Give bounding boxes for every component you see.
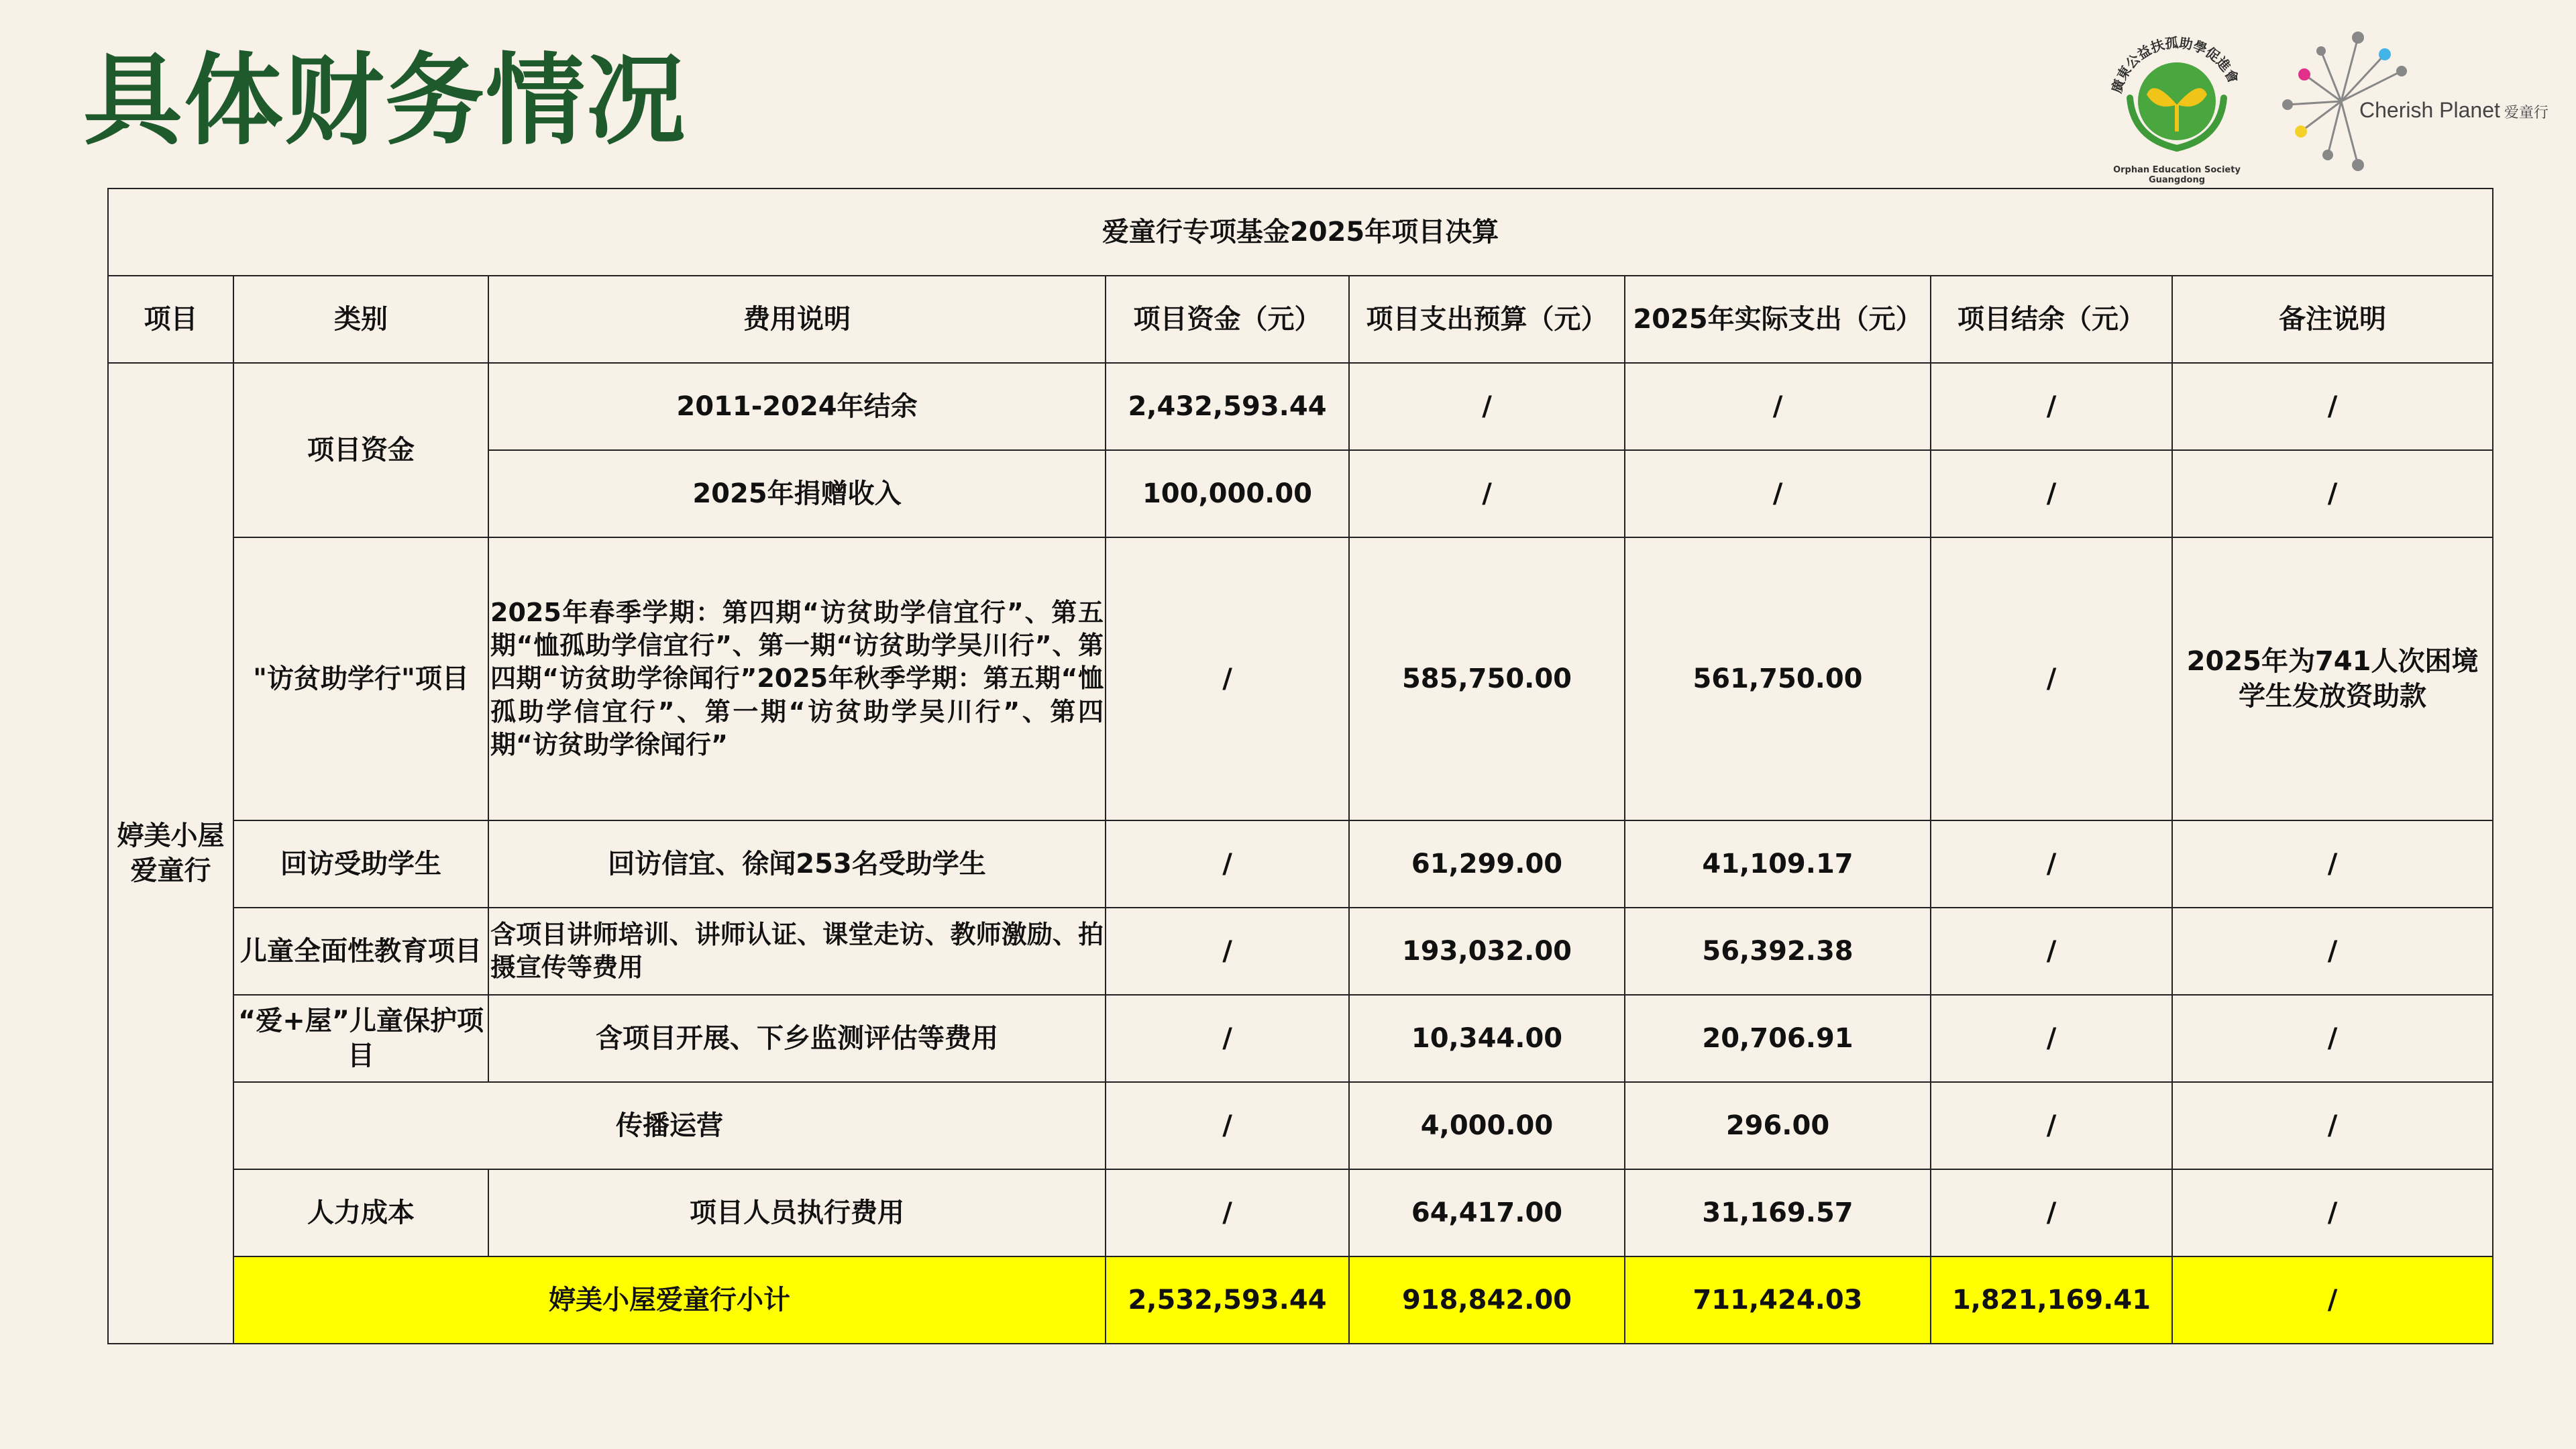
- header-cell: 类别: [233, 276, 488, 363]
- society-logo: [2100, 24, 2254, 185]
- category-cell: “爱+屋”儿童保护项目: [233, 995, 488, 1082]
- balance-cell: /: [1931, 1082, 2172, 1169]
- table-row: [108, 1169, 2493, 1256]
- balance-cell: /: [1931, 1169, 2172, 1256]
- category-cell: 回访受助学生: [233, 820, 488, 908]
- header-cell: 项目: [108, 276, 233, 363]
- table-row: [108, 1082, 2493, 1169]
- desc-cell: 2025年春季学期：第四期“访贫助学信宜行”、第五期“恤孤助学信宜行”、第一期“访贫助学吴川行”、第四期“访贫助学徐闻行”2025年秋季学期：第五期“恤孤助学信宜行”、第一期“访贫助学吴川行”、第四期“访贫助学徐闻行”: [488, 537, 1106, 820]
- subtotal-balance: 1,821,169.41: [1931, 1256, 2172, 1344]
- subtotal-label: 婷美小屋爱童行小计: [233, 1256, 1106, 1344]
- actual-cell: /: [1625, 363, 1931, 450]
- project-name-cell: 婷美小屋爱童行: [108, 363, 233, 1344]
- budget-table: [107, 188, 2493, 1344]
- fund-cell: /: [1106, 537, 1349, 820]
- table-row: [108, 363, 2493, 450]
- cherish-name: Cherish Planet: [2359, 98, 2500, 122]
- cherish-planet-logo: [2277, 24, 2573, 178]
- category-cell: 项目资金: [233, 363, 488, 537]
- note-cell: /: [2172, 995, 2493, 1082]
- category-cell: 儿童全面性教育项目: [233, 908, 488, 995]
- budget-cell: 10,344.00: [1349, 995, 1625, 1082]
- society-emblem-icon: [2100, 24, 2254, 158]
- budget-cell: /: [1349, 363, 1625, 450]
- actual-cell: 31,169.57: [1625, 1169, 1931, 1256]
- actual-cell: /: [1625, 450, 1931, 537]
- table-row: [108, 537, 2493, 820]
- header-cell: 项目资金（元）: [1106, 276, 1349, 363]
- note-cell: /: [2172, 908, 2493, 995]
- balance-cell: /: [1931, 363, 2172, 450]
- actual-cell: 56,392.38: [1625, 908, 1931, 995]
- fund-cell: 2,432,593.44: [1106, 363, 1349, 450]
- subtotal-row: [108, 1256, 2493, 1344]
- cherish-name-cn: 爱童行: [2504, 104, 2548, 121]
- note-cell: /: [2172, 1082, 2493, 1169]
- merged-category-cell: 传播运营: [233, 1082, 1106, 1169]
- actual-cell: 20,706.91: [1625, 995, 1931, 1082]
- balance-cell: /: [1931, 995, 2172, 1082]
- actual-cell: 296.00: [1625, 1082, 1931, 1169]
- note-cell: /: [2172, 450, 2493, 537]
- budget-cell: 64,417.00: [1349, 1169, 1625, 1256]
- fund-cell: /: [1106, 1169, 1349, 1256]
- header-cell: 2025年实际支出（元）: [1625, 276, 1931, 363]
- budget-cell: 585,750.00: [1349, 537, 1625, 820]
- subtotal-fund: 2,532,593.44: [1106, 1256, 1349, 1344]
- header-cell: 费用说明: [488, 276, 1106, 363]
- category-cell: 人力成本: [233, 1169, 488, 1256]
- svg-text:廣東公益扶孤助學促進會: 廣東公益扶孤助學促進會: [2108, 34, 2242, 95]
- note-cell: /: [2172, 363, 2493, 450]
- fund-cell: 100,000.00: [1106, 450, 1349, 537]
- budget-cell: 193,032.00: [1349, 908, 1625, 995]
- society-english-name: Orphan Education Society Guangdong: [2113, 165, 2241, 185]
- category-cell: "访贫助学行"项目: [233, 537, 488, 820]
- table-caption: 爱童行专项基金2025年项目决算: [108, 189, 2493, 276]
- fund-cell: /: [1106, 908, 1349, 995]
- header-cell: 项目支出预算（元）: [1349, 276, 1625, 363]
- balance-cell: /: [1931, 537, 2172, 820]
- desc-cell: 回访信宜、徐闻253名受助学生: [488, 820, 1106, 908]
- fund-cell: /: [1106, 1082, 1349, 1169]
- header-row: [108, 276, 2493, 363]
- budget-cell: 4,000.00: [1349, 1082, 1625, 1169]
- note-cell: 2025年为741人次困境学生发放资助款: [2172, 537, 2493, 820]
- fund-cell: /: [1106, 995, 1349, 1082]
- page-title: 具体财务情况: [83, 43, 687, 158]
- desc-cell: 2025年捐赠收入: [488, 450, 1106, 537]
- table-row: [108, 995, 2493, 1082]
- table-row: [108, 908, 2493, 995]
- balance-cell: /: [1931, 820, 2172, 908]
- fund-cell: /: [1106, 820, 1349, 908]
- desc-cell: 项目人员执行费用: [488, 1169, 1106, 1256]
- desc-cell: 2011-2024年结余: [488, 363, 1106, 450]
- note-cell: /: [2172, 1169, 2493, 1256]
- actual-cell: 561,750.00: [1625, 537, 1931, 820]
- desc-cell: 含项目开展、下乡监测评估等费用: [488, 995, 1106, 1082]
- subtotal-actual: 711,424.03: [1625, 1256, 1931, 1344]
- desc-cell: 含项目讲师培训、讲师认证、课堂走访、教师激励、拍摄宣传等费用: [488, 908, 1106, 995]
- budget-cell: /: [1349, 450, 1625, 537]
- subtotal-budget: 918,842.00: [1349, 1256, 1625, 1344]
- balance-cell: /: [1931, 908, 2172, 995]
- budget-cell: 61,299.00: [1349, 820, 1625, 908]
- balance-cell: /: [1931, 450, 2172, 537]
- note-cell: /: [2172, 820, 2493, 908]
- subtotal-note: /: [2172, 1256, 2493, 1344]
- header-cell: 备注说明: [2172, 276, 2493, 363]
- header-cell: 项目结余（元）: [1931, 276, 2172, 363]
- table-row: [108, 820, 2493, 908]
- actual-cell: 41,109.17: [1625, 820, 1931, 908]
- cherish-brand-text: [2359, 98, 2548, 123]
